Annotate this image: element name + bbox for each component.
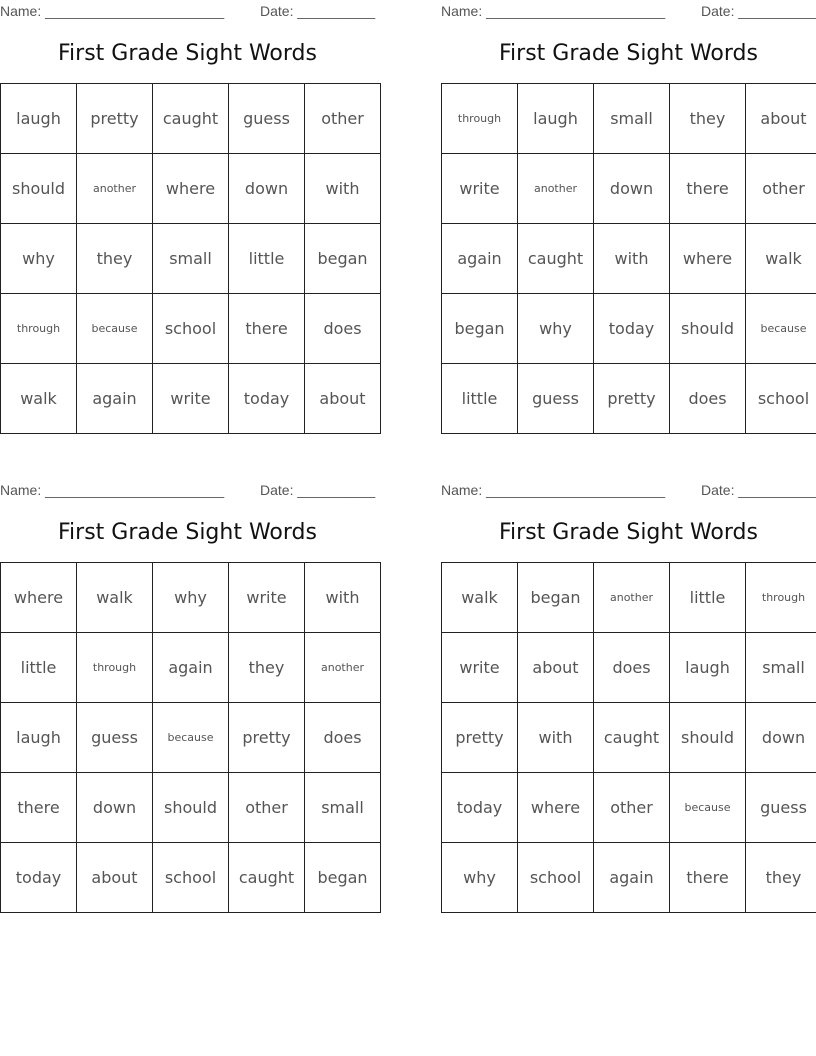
word-cell: another: [305, 633, 381, 703]
word-cell: they: [77, 224, 153, 294]
word-cell: today: [1, 843, 77, 913]
word-cell: again: [153, 633, 229, 703]
word-cell: because: [670, 773, 746, 843]
word-cell: write: [442, 154, 518, 224]
word-cell: they: [670, 84, 746, 154]
bingo-card-3: [0, 479, 376, 919]
word-cell: where: [670, 224, 746, 294]
word-cell: other: [594, 773, 670, 843]
bingo-card-2: [441, 0, 816, 440]
word-grid: [0, 562, 381, 913]
word-cell: should: [670, 294, 746, 364]
grid-row: [1, 703, 381, 773]
word-cell: they: [746, 843, 816, 913]
card-title: First Grade Sight Words: [499, 41, 758, 66]
word-cell: because: [746, 294, 816, 364]
word-cell: there: [1, 773, 77, 843]
card-title: First Grade Sight Words: [499, 520, 758, 545]
word-cell: another: [518, 154, 594, 224]
word-cell: little: [442, 364, 518, 434]
word-cell: walk: [442, 563, 518, 633]
word-cell: there: [229, 294, 305, 364]
name-field-label: Name: _______________________: [0, 3, 225, 19]
word-cell: guess: [746, 773, 816, 843]
word-cell: through: [442, 84, 518, 154]
word-cell: why: [518, 294, 594, 364]
grid-row: [442, 633, 816, 703]
grid-row: [1, 633, 381, 703]
grid-row: [442, 294, 816, 364]
word-cell: laugh: [670, 633, 746, 703]
word-cell: other: [229, 773, 305, 843]
word-cell: caught: [153, 84, 229, 154]
word-cell: again: [594, 843, 670, 913]
word-cell: down: [77, 773, 153, 843]
word-cell: again: [77, 364, 153, 434]
date-field-label: Date: __________: [701, 3, 816, 19]
word-cell: other: [305, 84, 381, 154]
word-cell: another: [594, 563, 670, 633]
date-field-label: Date: __________: [260, 3, 376, 19]
card-title: First Grade Sight Words: [58, 41, 317, 66]
grid-row: [1, 154, 381, 224]
word-cell: caught: [594, 703, 670, 773]
word-cell: should: [670, 703, 746, 773]
word-cell: pretty: [229, 703, 305, 773]
word-cell: because: [77, 294, 153, 364]
grid-row: [442, 773, 816, 843]
word-cell: does: [594, 633, 670, 703]
word-cell: there: [670, 843, 746, 913]
word-cell: there: [670, 154, 746, 224]
word-cell: write: [442, 633, 518, 703]
word-cell: down: [229, 154, 305, 224]
grid-row: [1, 773, 381, 843]
word-cell: school: [153, 294, 229, 364]
word-cell: began: [305, 224, 381, 294]
word-cell: where: [518, 773, 594, 843]
word-cell: because: [153, 703, 229, 773]
card-title: First Grade Sight Words: [58, 520, 317, 545]
word-cell: laugh: [1, 703, 77, 773]
word-grid: [441, 83, 816, 434]
word-cell: does: [670, 364, 746, 434]
word-cell: through: [77, 633, 153, 703]
word-cell: guess: [77, 703, 153, 773]
word-cell: write: [229, 563, 305, 633]
word-cell: small: [594, 84, 670, 154]
word-cell: does: [305, 294, 381, 364]
word-cell: about: [305, 364, 381, 434]
word-cell: through: [1, 294, 77, 364]
date-field-label: Date: __________: [260, 482, 376, 498]
word-cell: school: [746, 364, 816, 434]
word-cell: does: [305, 703, 381, 773]
word-cell: began: [518, 563, 594, 633]
grid-row: [1, 294, 381, 364]
name-field-label: Name: _______________________: [441, 3, 666, 19]
word-cell: guess: [518, 364, 594, 434]
word-cell: walk: [1, 364, 77, 434]
bingo-card-4: [441, 479, 816, 919]
word-cell: with: [518, 703, 594, 773]
word-cell: today: [594, 294, 670, 364]
word-cell: pretty: [77, 84, 153, 154]
word-cell: with: [305, 563, 381, 633]
word-cell: little: [229, 224, 305, 294]
word-cell: today: [442, 773, 518, 843]
word-cell: about: [518, 633, 594, 703]
word-cell: began: [442, 294, 518, 364]
word-cell: guess: [229, 84, 305, 154]
word-cell: school: [518, 843, 594, 913]
grid-row: [1, 364, 381, 434]
date-field-label: Date: __________: [701, 482, 816, 498]
word-cell: other: [746, 154, 816, 224]
word-cell: small: [746, 633, 816, 703]
word-cell: today: [229, 364, 305, 434]
grid-row: [442, 843, 816, 913]
word-cell: down: [594, 154, 670, 224]
word-cell: write: [153, 364, 229, 434]
word-cell: why: [1, 224, 77, 294]
name-field-label: Name: _______________________: [441, 482, 666, 498]
word-cell: small: [305, 773, 381, 843]
grid-row: [442, 154, 816, 224]
grid-row: [442, 224, 816, 294]
word-cell: where: [153, 154, 229, 224]
word-cell: should: [1, 154, 77, 224]
grid-row: [442, 563, 816, 633]
word-cell: caught: [518, 224, 594, 294]
word-grid: [441, 562, 816, 913]
word-cell: laugh: [1, 84, 77, 154]
word-cell: about: [77, 843, 153, 913]
word-cell: about: [746, 84, 816, 154]
word-cell: with: [305, 154, 381, 224]
word-cell: little: [1, 633, 77, 703]
word-cell: began: [305, 843, 381, 913]
word-cell: pretty: [442, 703, 518, 773]
word-cell: school: [153, 843, 229, 913]
word-cell: pretty: [594, 364, 670, 434]
word-cell: why: [442, 843, 518, 913]
word-cell: down: [746, 703, 816, 773]
word-cell: another: [77, 154, 153, 224]
name-field-label: Name: _______________________: [0, 482, 225, 498]
grid-row: [442, 84, 816, 154]
word-cell: little: [670, 563, 746, 633]
word-cell: caught: [229, 843, 305, 913]
grid-row: [1, 224, 381, 294]
word-cell: walk: [746, 224, 816, 294]
word-cell: with: [594, 224, 670, 294]
grid-row: [442, 703, 816, 773]
word-cell: walk: [77, 563, 153, 633]
word-cell: why: [153, 563, 229, 633]
word-cell: small: [153, 224, 229, 294]
grid-row: [1, 563, 381, 633]
word-cell: where: [1, 563, 77, 633]
grid-row: [442, 364, 816, 434]
bingo-card-1: [0, 0, 376, 440]
word-cell: laugh: [518, 84, 594, 154]
word-cell: through: [746, 563, 816, 633]
word-cell: they: [229, 633, 305, 703]
grid-row: [1, 84, 381, 154]
word-grid: [0, 83, 381, 434]
word-cell: should: [153, 773, 229, 843]
word-cell: again: [442, 224, 518, 294]
grid-row: [1, 843, 381, 913]
